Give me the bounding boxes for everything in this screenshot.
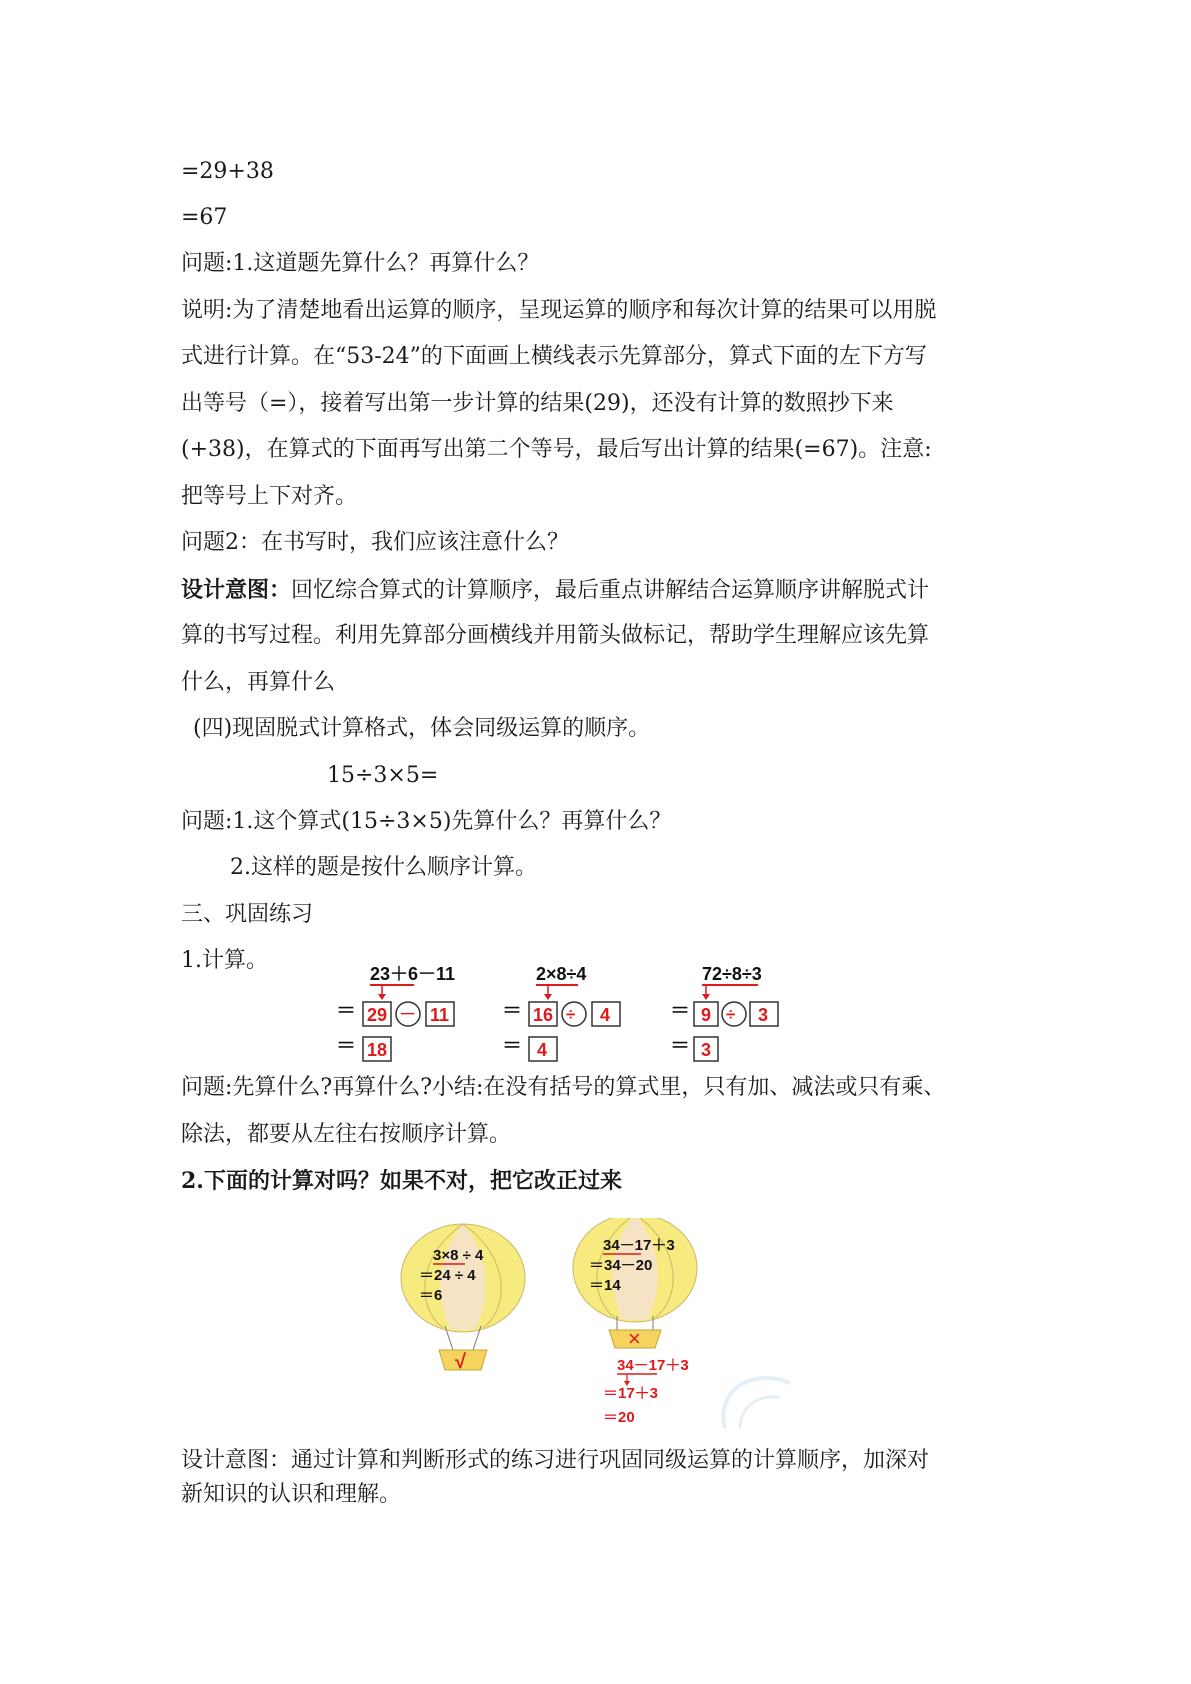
exercise-1-group-2: [502, 964, 620, 1061]
ex3-equals-2: ＝: [670, 1035, 690, 1057]
explanation-line-3: 出等号（=），接着写出第一步计算的结果(29)，还没有计算的数照抄下来: [181, 391, 894, 416]
question-4: 2.这样的题是按什么顺序计算。: [230, 855, 537, 880]
ex2-operator: ÷: [566, 1005, 576, 1024]
design-intent-2-line-1: 设计意图：通过计算和判断形式的练习进行巩固同级运算的计算顺序，加深对: [181, 1448, 930, 1473]
ex3-operator: ÷: [726, 1005, 736, 1024]
ex3-result-2: 3: [701, 1040, 712, 1060]
question-3: 问题:1.这个算式(15÷3×5)先算什么？再算什么？: [181, 809, 672, 834]
design-intent-2-line-2: 新知识的认识和理解。: [181, 1482, 402, 1507]
correction-line-2: ＝17＋3: [603, 1385, 659, 1402]
ex1-result-2: 18: [367, 1040, 388, 1060]
check-mark-icon: √: [455, 1351, 466, 1373]
ex1-expression: 23＋6－11: [370, 964, 456, 984]
example-expression: 15÷3×5=: [327, 763, 439, 788]
balloon-correct: [401, 1224, 525, 1373]
summary-line-2: 除法，都要从左往右按顺序计算。: [181, 1122, 512, 1147]
balloon-2-line-3: ＝14: [589, 1277, 621, 1294]
question-5: 问题:先算什么?再算什么?小结:在没有括号的算式里，只有加、减法或只有乘、: [181, 1075, 946, 1100]
ex3-equals-1: ＝: [670, 1000, 690, 1022]
section-four-heading: (四)现固脱式计算格式，体会同级运算的顺序。: [193, 716, 651, 741]
explanation-line-4: (+38)，在算式的下面再写出第二个等号，最后写出计算的结果(=67)。注意:: [181, 437, 932, 462]
exercise-1-group-1: [336, 964, 455, 1061]
balloon-1-line-2: ＝24 ÷ 4: [419, 1267, 476, 1284]
ex1-operator: －: [399, 1005, 416, 1024]
question-1: 问题:1.这道题先算什么？再算什么？: [181, 251, 540, 276]
design-intent-text: 回忆综合算式的计算顺序，最后重点讲解结合运算顺序讲解脱式计: [291, 578, 930, 603]
balloon-2-line-2: ＝34－20: [589, 1257, 653, 1274]
exercise-1-group-3: [670, 964, 778, 1061]
exercise-1-heading: 1.计算。: [181, 948, 268, 973]
design-intent-label: 设计意图：: [181, 577, 292, 603]
ex3-result-1: 9: [701, 1005, 712, 1025]
ex2-equals-2: ＝: [502, 1035, 522, 1057]
design-intent-1: [181, 575, 929, 606]
design-intent-line-2: 算的书写过程。利用先算部分画横线并用箭头做标记，帮助学生理解应该先算: [181, 623, 930, 648]
explanation-line-5: 把等号上下对齐。: [181, 484, 358, 509]
correction: [603, 1357, 689, 1426]
ex2-result-1: 16: [533, 1005, 554, 1025]
design-intent-line-3: 什么，再算什么: [181, 670, 336, 695]
ex3-rest: 3: [758, 1005, 769, 1025]
calc-line-2: =67: [181, 205, 228, 230]
section-three-heading: 三、巩固练习: [181, 902, 314, 927]
exercise-1-figure: [330, 958, 810, 1070]
watermark-logo: [723, 1378, 790, 1428]
explanation-line-2: 式进行计算。在“53-24”的下面画上横线表示先算部分，算式下面的左下方写: [181, 344, 927, 369]
correction-line-1: 34－17＋3: [617, 1357, 689, 1374]
explanation-line-1: 说明:为了清楚地看出运算的顺序，呈现运算的顺序和每次计算的结果可以用脱: [181, 298, 937, 323]
ex2-expression: 2×8÷4: [536, 964, 587, 984]
cross-mark-icon: ×: [628, 1326, 641, 1351]
ex3-expression: 72÷8÷3: [702, 964, 762, 984]
question-2: 问题2：在书写时，我们应该注意什么？: [181, 530, 569, 555]
balloon-1-line-3: ＝6: [419, 1287, 443, 1304]
ex2-result-2: 4: [537, 1040, 548, 1060]
balloons-figure: [395, 1218, 835, 1433]
calc-line-1: =29+38: [181, 159, 274, 184]
balloon-wrong: [573, 1218, 697, 1351]
exercise-2-heading: 2.下面的计算对吗？如果不对，把它改正过来: [181, 1168, 622, 1194]
balloon-1-line-1: 3×8 ÷ 4: [433, 1247, 484, 1264]
ex1-equals-2: ＝: [336, 1035, 356, 1057]
correction-line-3: ＝20: [603, 1409, 635, 1426]
ex1-equals-1: ＝: [336, 1000, 356, 1022]
balloon-2-line-1: 34－17＋3: [603, 1237, 675, 1254]
ex1-rest: 11: [430, 1005, 450, 1025]
ex2-equals-1: ＝: [502, 1000, 522, 1022]
ex1-result-1: 29: [367, 1005, 388, 1025]
ex2-rest: 4: [600, 1005, 611, 1025]
